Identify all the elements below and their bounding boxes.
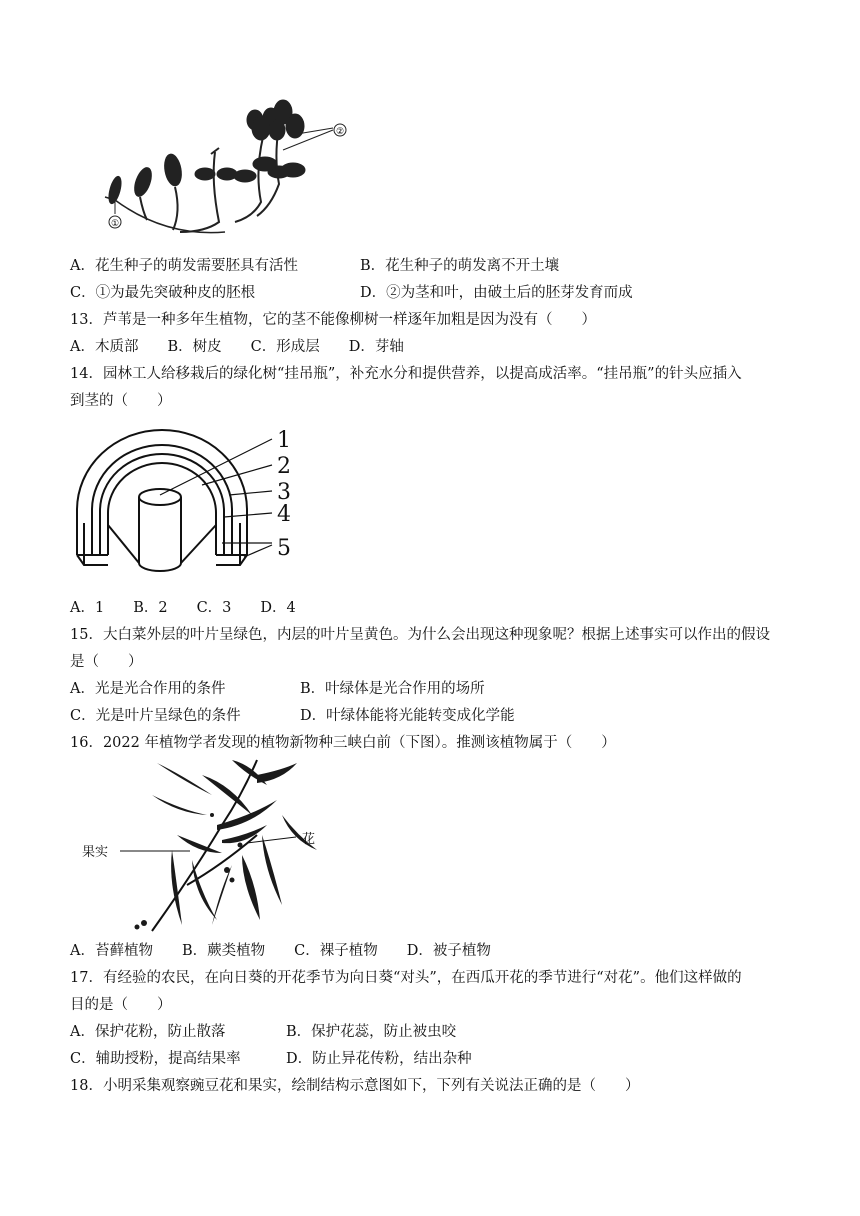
q17-option-b: B．保护花蕊，防止被虫咬 xyxy=(286,1024,457,1040)
q18-stem: 18．小明采集观察豌豆花和果实，绘制结构示意图如下，下列有关说法正确的是（ ） xyxy=(70,1078,640,1094)
q17-option-d: D．防止异花传粉，结出杂种 xyxy=(286,1051,472,1067)
q17-stem-line2: 目的是（ ） xyxy=(70,997,172,1013)
q15-stem-line2: 是（ ） xyxy=(70,654,143,670)
q15-stem-line1: 15．大白菜外层的叶片呈绿色，内层的叶片呈黄色。为什么会出现这种现象呢？根据上述事实可以作出的假设 xyxy=(70,627,770,643)
q14-options: A．1 B．2 C．3 D．4 xyxy=(70,600,296,616)
q13-stem: 13．芦苇是一种多年生植物，它的茎不能像柳树一样逐年加粗是因为没有（ ） xyxy=(70,312,596,328)
q12-option-d: D．②为茎和叶，由破土后的胚芽发育而成 xyxy=(360,285,633,301)
flower-label: 花 xyxy=(302,832,316,847)
q17-option-a: A．保护花粉，防止散落 xyxy=(70,1024,226,1040)
q14-stem-line1: 14．园林工人给移栽后的绿化树“挂吊瓶”，补充水分和提供营养，以提高成活率。“挂吊瓶”的针头应插入 xyxy=(70,366,742,382)
q14-stem-line2: 到茎的（ ） xyxy=(70,393,172,409)
seed-germination-figure xyxy=(85,92,355,252)
plant-figure xyxy=(82,755,342,933)
label-5: 5 xyxy=(277,536,291,561)
q15-option-c: C．光是叶片呈绿色的条件 xyxy=(70,708,241,724)
q12-option-c: C．①为最先突破种皮的胚根 xyxy=(70,285,256,301)
fruit-label: 果实 xyxy=(82,845,109,860)
label-1: ① xyxy=(111,219,120,229)
q12-option-a: A．花生种子的萌发需要胚具有活性 xyxy=(70,258,298,274)
q16-stem: 16．2022 年植物学者发现的植物新物种三峡白前（下图）。推测该植物属于（ ） xyxy=(70,735,616,751)
q15-option-a: A．光是光合作用的条件 xyxy=(70,681,226,697)
label-2: ② xyxy=(336,127,345,137)
q15-option-d: D．叶绿体能将光能转变成化学能 xyxy=(300,708,515,724)
q16-options: A．苔藓植物 B．蕨类植物 C．裸子植物 D．被子植物 xyxy=(70,943,491,959)
q15-option-b: B．叶绿体是光合作用的场所 xyxy=(300,681,485,697)
q13-options: A．木质部 B．树皮 C．形成层 D．芽轴 xyxy=(70,339,404,355)
label-3: 3 xyxy=(277,480,291,505)
q12-option-b: B．花生种子的萌发离不开土壤 xyxy=(360,258,560,274)
q17-stem-line1: 17．有经验的农民，在向日葵的开花季节为向日葵“对头”，在西瓜开花的季节进行“对花”。他们这样做的 xyxy=(70,970,742,986)
label-4: 4 xyxy=(277,502,291,527)
label-1: 1 xyxy=(277,428,291,453)
label-2: 2 xyxy=(277,454,291,479)
stem-cross-section-figure xyxy=(72,425,312,585)
q17-option-c: C．辅助授粉，提高结果率 xyxy=(70,1051,241,1067)
